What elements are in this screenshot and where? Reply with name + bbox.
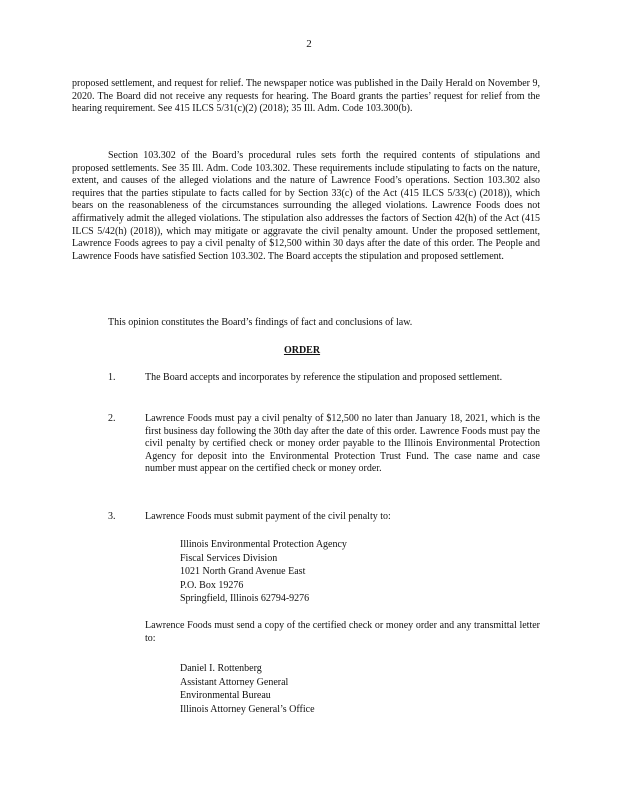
paragraph-findings: This opinion constitutes the Board’s findings of fact and conclusions of law. xyxy=(108,317,413,328)
address-line: Daniel I. Rottenberg xyxy=(180,663,262,674)
address-line: Fiscal Services Division xyxy=(180,552,278,564)
paragraph-hearing-relief: proposed settlement, and request for relief. The newspaper notice was published in the Daily Herald on November 9, 2020. The Board did not receive any requests for hearing. The Board grants the parties’ request for relief from the hearing requirement. See 415 ILCS 5/31(c)(2) (2018); 35 Ill. Adm. Code 103.300(b). xyxy=(72,78,540,115)
address-line: Environmental Bureau xyxy=(180,690,271,702)
address-line: Assistant Attorney General xyxy=(180,676,289,688)
order-heading-text: ORDER xyxy=(283,345,321,356)
address-line: Springfield, Illinois 62794-9276 xyxy=(180,593,310,605)
address-line: Illinois Environmental Protection Agency xyxy=(180,539,347,550)
item-number: 3. xyxy=(108,511,116,522)
item-number: 2. xyxy=(108,413,116,424)
page-number: 2 xyxy=(306,38,312,50)
payment-address xyxy=(180,538,347,606)
copy-instruction: Lawrence Foods must send a copy of the certified check or money order and any transmittal letter to: xyxy=(145,620,540,644)
order-item-text: Lawrence Foods must pay a civil penalty of $12,500 no later than January 18, 2021, which is the first business day following the 30th day after the date of this order. Lawrence Foods must pay the civil penalty by certified check or money order payable to the Illinois Environmental Protection Agency for deposit into the Environmental Protection Trust Fund. The case name and case number must appear on the certified check or money order. xyxy=(145,413,540,475)
order-heading xyxy=(0,345,618,356)
attorney-address xyxy=(180,662,315,716)
address-line: Illinois Attorney General’s Office xyxy=(180,703,315,715)
address-line: P.O. Box 19276 xyxy=(180,579,244,591)
order-item-text: The Board accepts and incorporates by reference the stipulation and proposed settlement. xyxy=(145,372,503,383)
address-line: 1021 North Grand Avenue East xyxy=(180,566,306,578)
paragraph-procedural-rules: Section 103.302 of the Board’s procedural rules sets forth the required contents of stipulations and proposed settlements. See 35 Ill. Adm. Code 103.302. These requirements include stipulating to facts on the nature, extent, and causes of the alleged violations and the nature of Lawrence Food’s operations. Section 103.302 also requires that the parties stipulate to facts called for by Section 33(c) of the Act (415 ILCS 5/33(c) (2018)), which bears on the reasonableness of the circumstances surrounding the alleged violations. Lawrence Foods does not affirmatively admit the alleged violations. The stipulation also addresses the factors of Section 42(h) of the Act (415 ILCS 5/42(h) (2018)), which may mitigate or aggravate the civil penalty amount. Under the proposed settlement, Lawrence Foods agrees to pay a civil penalty of $12,500 within 30 days after the date of this order. The People and Lawrence Foods have satisfied Section 103.302. The Board accepts the stipulation and proposed settlement. xyxy=(72,150,540,262)
item-number: 1. xyxy=(108,372,116,383)
order-item-text: Lawrence Foods must submit payment of the civil penalty to: xyxy=(145,511,391,522)
